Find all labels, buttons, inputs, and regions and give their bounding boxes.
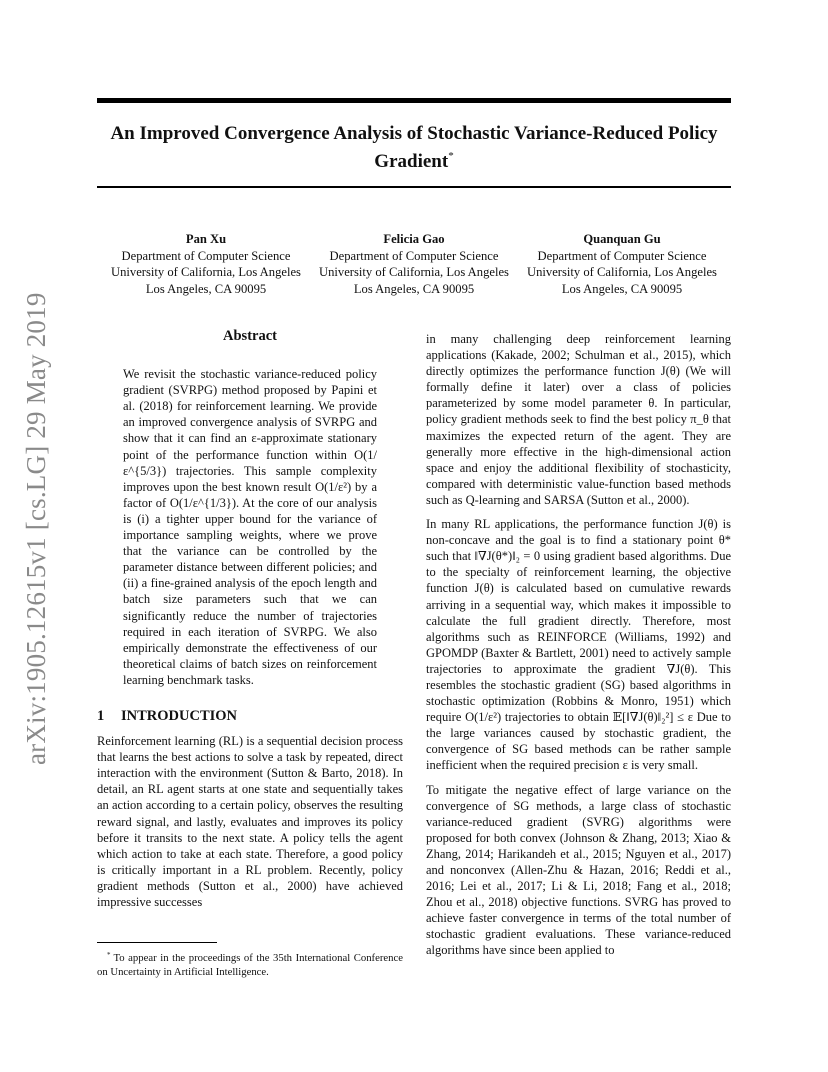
author-3	[513, 231, 731, 297]
author-university: University of California, Los Angeles	[527, 265, 717, 279]
footnote-rule	[97, 942, 217, 943]
arxiv-identifier-stamp: arXiv:1905.12615v1 [cs.LG] 29 May 2019	[21, 292, 51, 765]
author-address: Los Angeles, CA 90095	[353, 281, 475, 296]
author-name: Felicia Gao	[383, 232, 445, 246]
author-name: Pan Xu	[185, 232, 227, 246]
footnote-mark: *	[107, 951, 111, 959]
abstract-text: We revisit the stochastic variance-reduced policy gradient (SVRPG) method proposed by Papini et al. (2018) for reinforcement learning. We provide an improved convergence analysis of SVRPG and show that it can find an ε-approximate stationary point of the performance function within O(1/ε^{5/3}) trajectories. This sample complexity improves upon the best known result O(1/ε²) by a factor of O(1/ε^{1/3}). At the core of our analysis is (i) a tighter upper bound for the variance of importance sampling weights, where we prove that the variance can be controlled by the parameter distance between different policies; and (ii) a fine-grained analysis of the epoch length and batch size parameters such that we can significantly reduce the number of trajectories required in each iteration of SVRPG. We also empirically demonstrate the effectiveness of our theoretical claims of batch sizes on reinforcement learning benchmark tasks.	[123, 367, 377, 687]
left-column	[97, 328, 403, 910]
author-name: Quanquan Gu	[583, 232, 661, 246]
author-department: Department of Computer Science	[537, 248, 707, 263]
author-address: Los Angeles, CA 90095	[561, 281, 683, 296]
intro-paragraph-1-continued: in many challenging deep reinforcement learning applications (Kakade, 2002; Schulman et al., 2015), which directly optimizes the performance function J(θ) (We will formally define it later) over a class of policies parameterized by some model parameter θ. In particular, policy gradient methods seek to find the best policy π_θ that maximizes the expected return of the agent. They are generally more effective in the high-dimensional action space and enjoy the additional flexibility of stochasticity, compared with deterministic value-function based methods such as Q-learning and SARSA (Sutton et al., 2000).	[426, 332, 731, 507]
footnote	[97, 948, 403, 979]
intro-paragraph-3: To mitigate the negative effect of large variance on the convergence of SG methods, a large class of stochastic variance-reduced gradient (SVRG) algorithms were proposed for both convex (Johnson & Zhang, 2013; Xiao & Zhang, 2014; Harikandeh et al., 2015; Nguyen et al., 2017) and nonconvex (Allen-Zhu & Hazan, 2016; Reddi et al., 2016; Lei et al., 2017; Li & Li, 2018; Fang et al., 2018; Zhou et al., 2018) objective functions. SVRG has proved to achieve faster convergence in terms of the total number of stochastic gradient evaluations. These variance-reduced algorithms have since been applied to	[426, 782, 731, 958]
title-footnote-mark: *	[448, 150, 454, 162]
author-department: Department of Computer Science	[121, 248, 291, 263]
right-column	[426, 331, 731, 959]
intro-paragraph-2: In many RL applications, the performance function J(θ) is non-concave and the goal is to find a stationary point θ* such that ‖∇J(θ*)‖₂ = 0 using gradient based algorithms. Due to the specialty of reinforcement learning, the objective function J(θ) is calculated based on cumulative rewards arriving in a sequential way, which makes it impossible to calculate the full gradient directly. Therefore, most algorithms such as REINFORCE (Williams, 1992) and GPOMDP (Baxter & Bartlett, 2001) need to actively sample trajectories to approximate the gradient ∇J(θ). This resembles the stochastic gradient (SG) based algorithms in stochastic optimization (Robbins & Monro, 1951) which require O(1/ε²) trajectories to obtain 𝔼[‖∇J(θ)‖₂²] ≤ ε Due to the large variances caused by stochastic gradient, the convergence of SG based methods can be rather sample inefficient when the required precision ε is very small.	[426, 517, 731, 773]
section-heading	[97, 708, 403, 724]
abstract-heading: Abstract	[223, 328, 277, 344]
author-university: University of California, Los Angeles	[319, 265, 509, 279]
intro-paragraph-1: Reinforcement learning (RL) is a sequential decision process that learns the best actions to solve a task by repeated, direct interaction with the environment (Sutton & Barto, 2018). In detail, an RL agent starts at one state and sequentially takes an action according to a certain policy, observes the resulting reward signal, and lastly, evaluates and improves its policy before it transits to the next state. A policy tells the agent which action to take at each state. Therefore, a good policy is critically important in a RL problem. Recently, policy gradient methods (Sutton et al., 2000) have achieved impressive successes	[97, 734, 403, 909]
author-1	[97, 231, 315, 297]
title-top-rule	[97, 98, 731, 103]
section-number: 1	[97, 707, 105, 724]
author-2	[315, 231, 513, 297]
footnote-text: To appear in the proceedings of the 35th International Conference on Uncertainty in Artificial Intelligence.	[97, 952, 403, 978]
paper-title-text: An Improved Convergence Analysis of Stochastic Variance-Reduced Policy Gradient	[110, 123, 718, 172]
author-department: Department of Computer Science	[329, 248, 499, 263]
title-bottom-rule	[97, 186, 731, 188]
author-university: University of California, Los Angeles	[111, 265, 301, 279]
section-title: INTRODUCTION	[121, 707, 238, 724]
paper-title	[97, 122, 731, 173]
author-address: Los Angeles, CA 90095	[145, 281, 267, 296]
